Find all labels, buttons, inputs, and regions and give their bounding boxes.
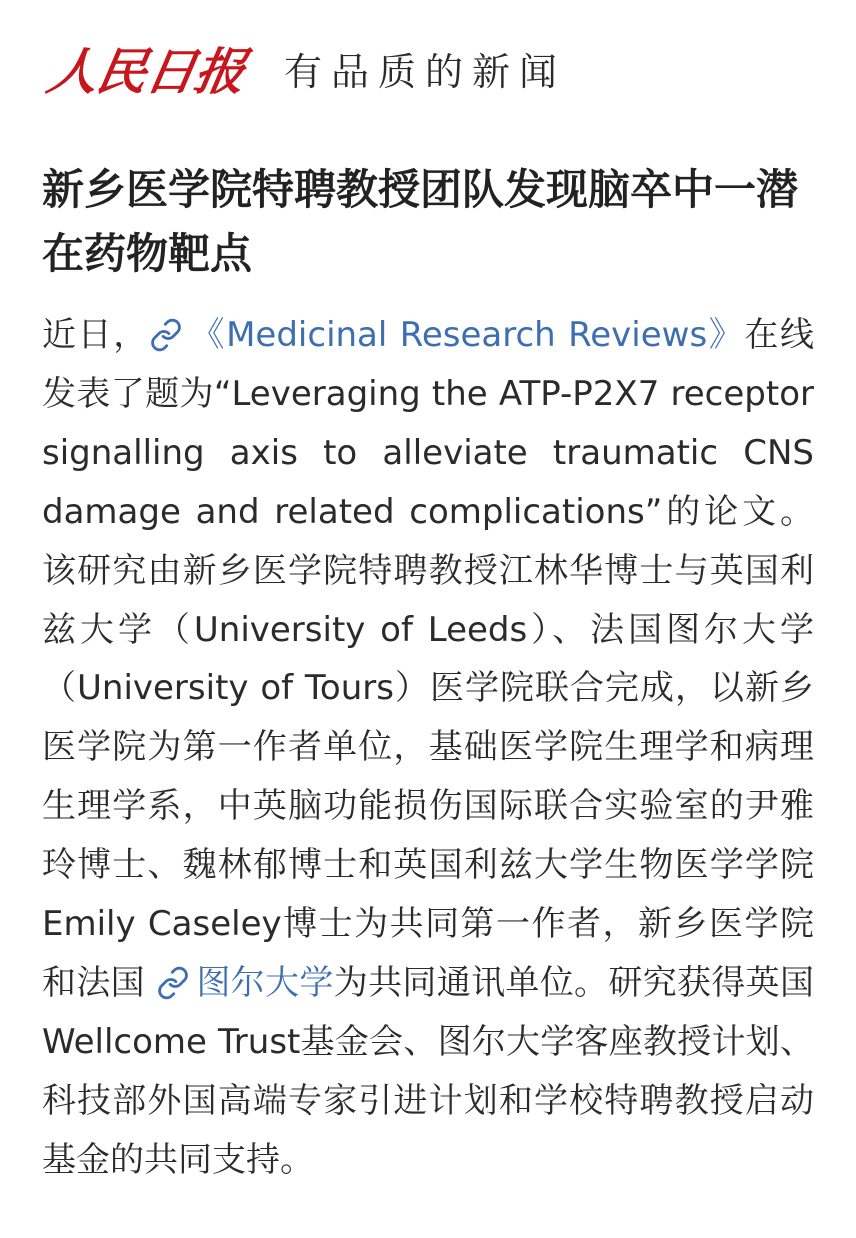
link-icon [149, 318, 183, 352]
body-text-intro: 近日， [42, 315, 149, 355]
body-text-end: 为共同通讯单位。研究获得英国Wellcome Trust基金会、图尔大学客座教授计划、科技部外国高端专家引进计划和学校特聘教授启动基金的共同支持。 [42, 962, 815, 1180]
article-title: 新乡医学院特聘教授团队发现脑卒中一潜在药物靶点 [42, 165, 799, 278]
university-link[interactable] [156, 963, 334, 1003]
article-body [42, 306, 814, 1190]
site-header [42, 36, 567, 108]
brand-slogan: 有品质的新闻 [284, 50, 567, 94]
university-link-label[interactable]: 图尔大学 [196, 962, 334, 1003]
brand-logo[interactable]: 人民日报 [42, 42, 250, 101]
journal-link[interactable] [149, 315, 745, 355]
journal-link-label[interactable]: 《Medicinal Research Reviews》 [188, 315, 745, 355]
link-icon [156, 966, 190, 1000]
body-text-main: 在线发表了题为“Leveraging the ATP-P2X7 receptor signalling axis to alleviate traumatic CNS damage and related complications”的论文。该研究由新乡医学院特聘教授江林华博士与英国利兹大学（University of Leeds）、法国图尔大学（University of Tours）医学院联合完成，以新乡医学院为第一作者单位，基础医学院生理学和病理生理学系，中英脑功能损伤国际联合实验室的尹雅玲博士、魏林郁博士和英国利兹大学生物医学学院Emily Caseley博士为共同第一作者，新乡医学院和法国 [42, 315, 815, 1003]
